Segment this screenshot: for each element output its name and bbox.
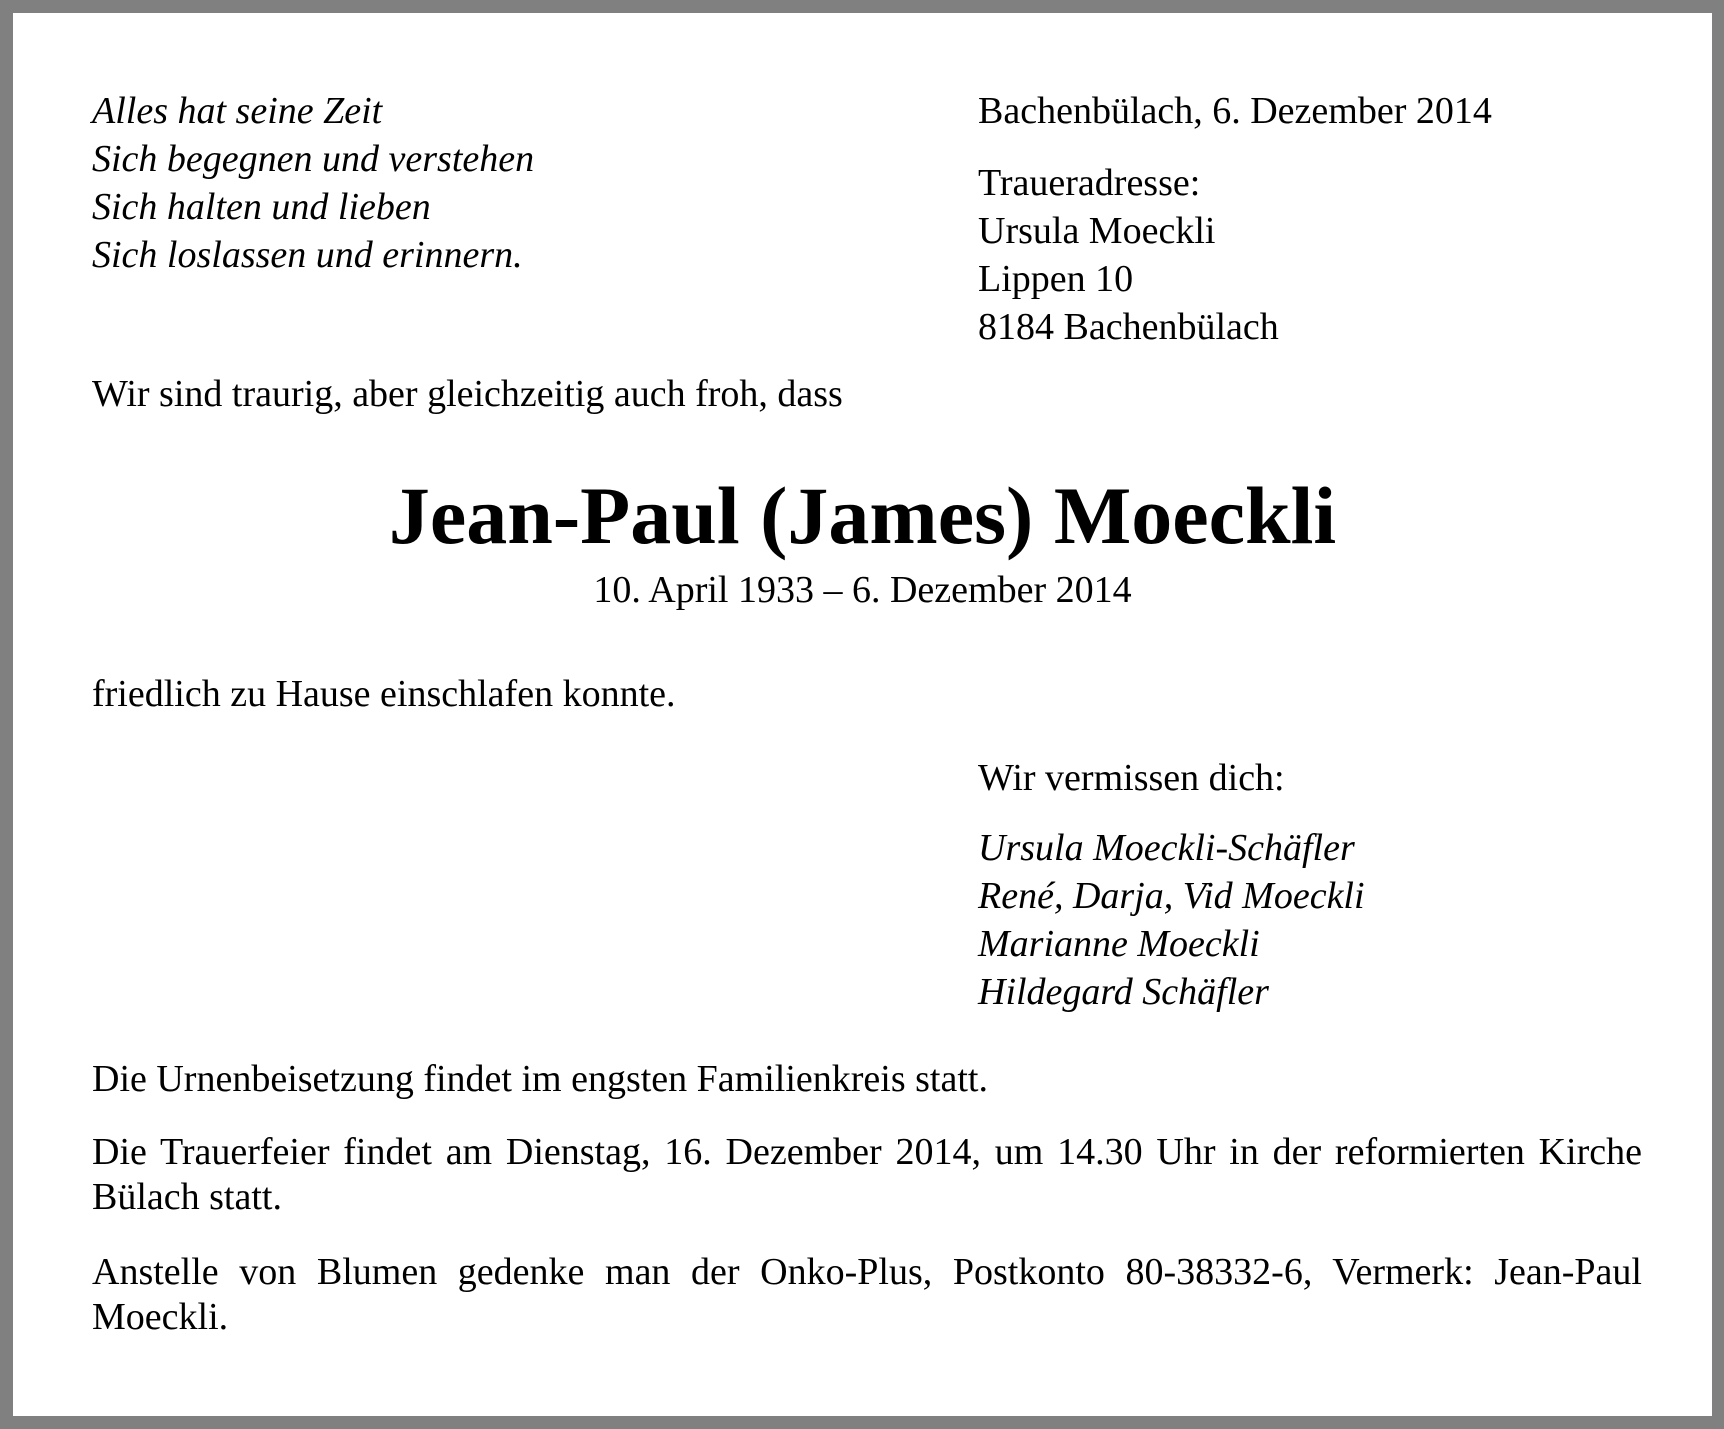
mourner-name: Hildegard Schäfler <box>978 971 1269 1013</box>
mourning-address <box>978 159 1279 351</box>
address-city: 8184 Bachenbülach <box>978 306 1279 348</box>
obituary-page <box>13 13 1712 1416</box>
address-name: Ursula Moeckli <box>978 210 1216 252</box>
poem-line: Sich loslassen und erinnern. <box>92 234 523 276</box>
passed-text: friedlich zu Hause einschlafen konnte. <box>92 673 676 715</box>
funeral-notice: Die Trauerfeier findet am Dienstag, 16. Dezember 2014, um 14.30 Uhr in der reformierten Kirche Bülach statt. <box>92 1131 1642 1218</box>
address-label: Traueradresse: <box>978 162 1201 204</box>
mourner-name: Ursula Moeckli-Schäfler <box>978 827 1355 869</box>
mourner-name: René, Darja, Vid Moeckli <box>978 875 1365 917</box>
address-street: Lippen 10 <box>978 258 1134 300</box>
donation-notice: Anstelle von Blumen gedenke man der Onko-Plus, Postkonto 80-38332-6, Vermerk: Jean-Paul Moeckli. <box>92 1251 1642 1338</box>
poem-line: Sich halten und lieben <box>92 186 431 228</box>
poem <box>92 87 534 279</box>
poem-line: Alles hat seine Zeit <box>92 90 383 132</box>
place-date: Bachenbülach, 6. Dezember 2014 <box>978 90 1492 132</box>
lifespan-dates: 10. April 1933 – 6. Dezember 2014 <box>593 569 1132 611</box>
intro-text: Wir sind traurig, aber gleichzeitig auch froh, dass <box>92 373 843 415</box>
mourner-name: Marianne Moeckli <box>978 923 1260 965</box>
mourners-label: Wir vermissen dich: <box>978 757 1285 799</box>
mourners-list <box>978 824 1365 1016</box>
burial-notice: Die Urnenbeisetzung findet im engsten Familienkreis statt. <box>92 1058 988 1100</box>
poem-line: Sich begegnen und verstehen <box>92 138 535 180</box>
deceased-name: Jean-Paul (James) Moeckli <box>388 470 1337 561</box>
